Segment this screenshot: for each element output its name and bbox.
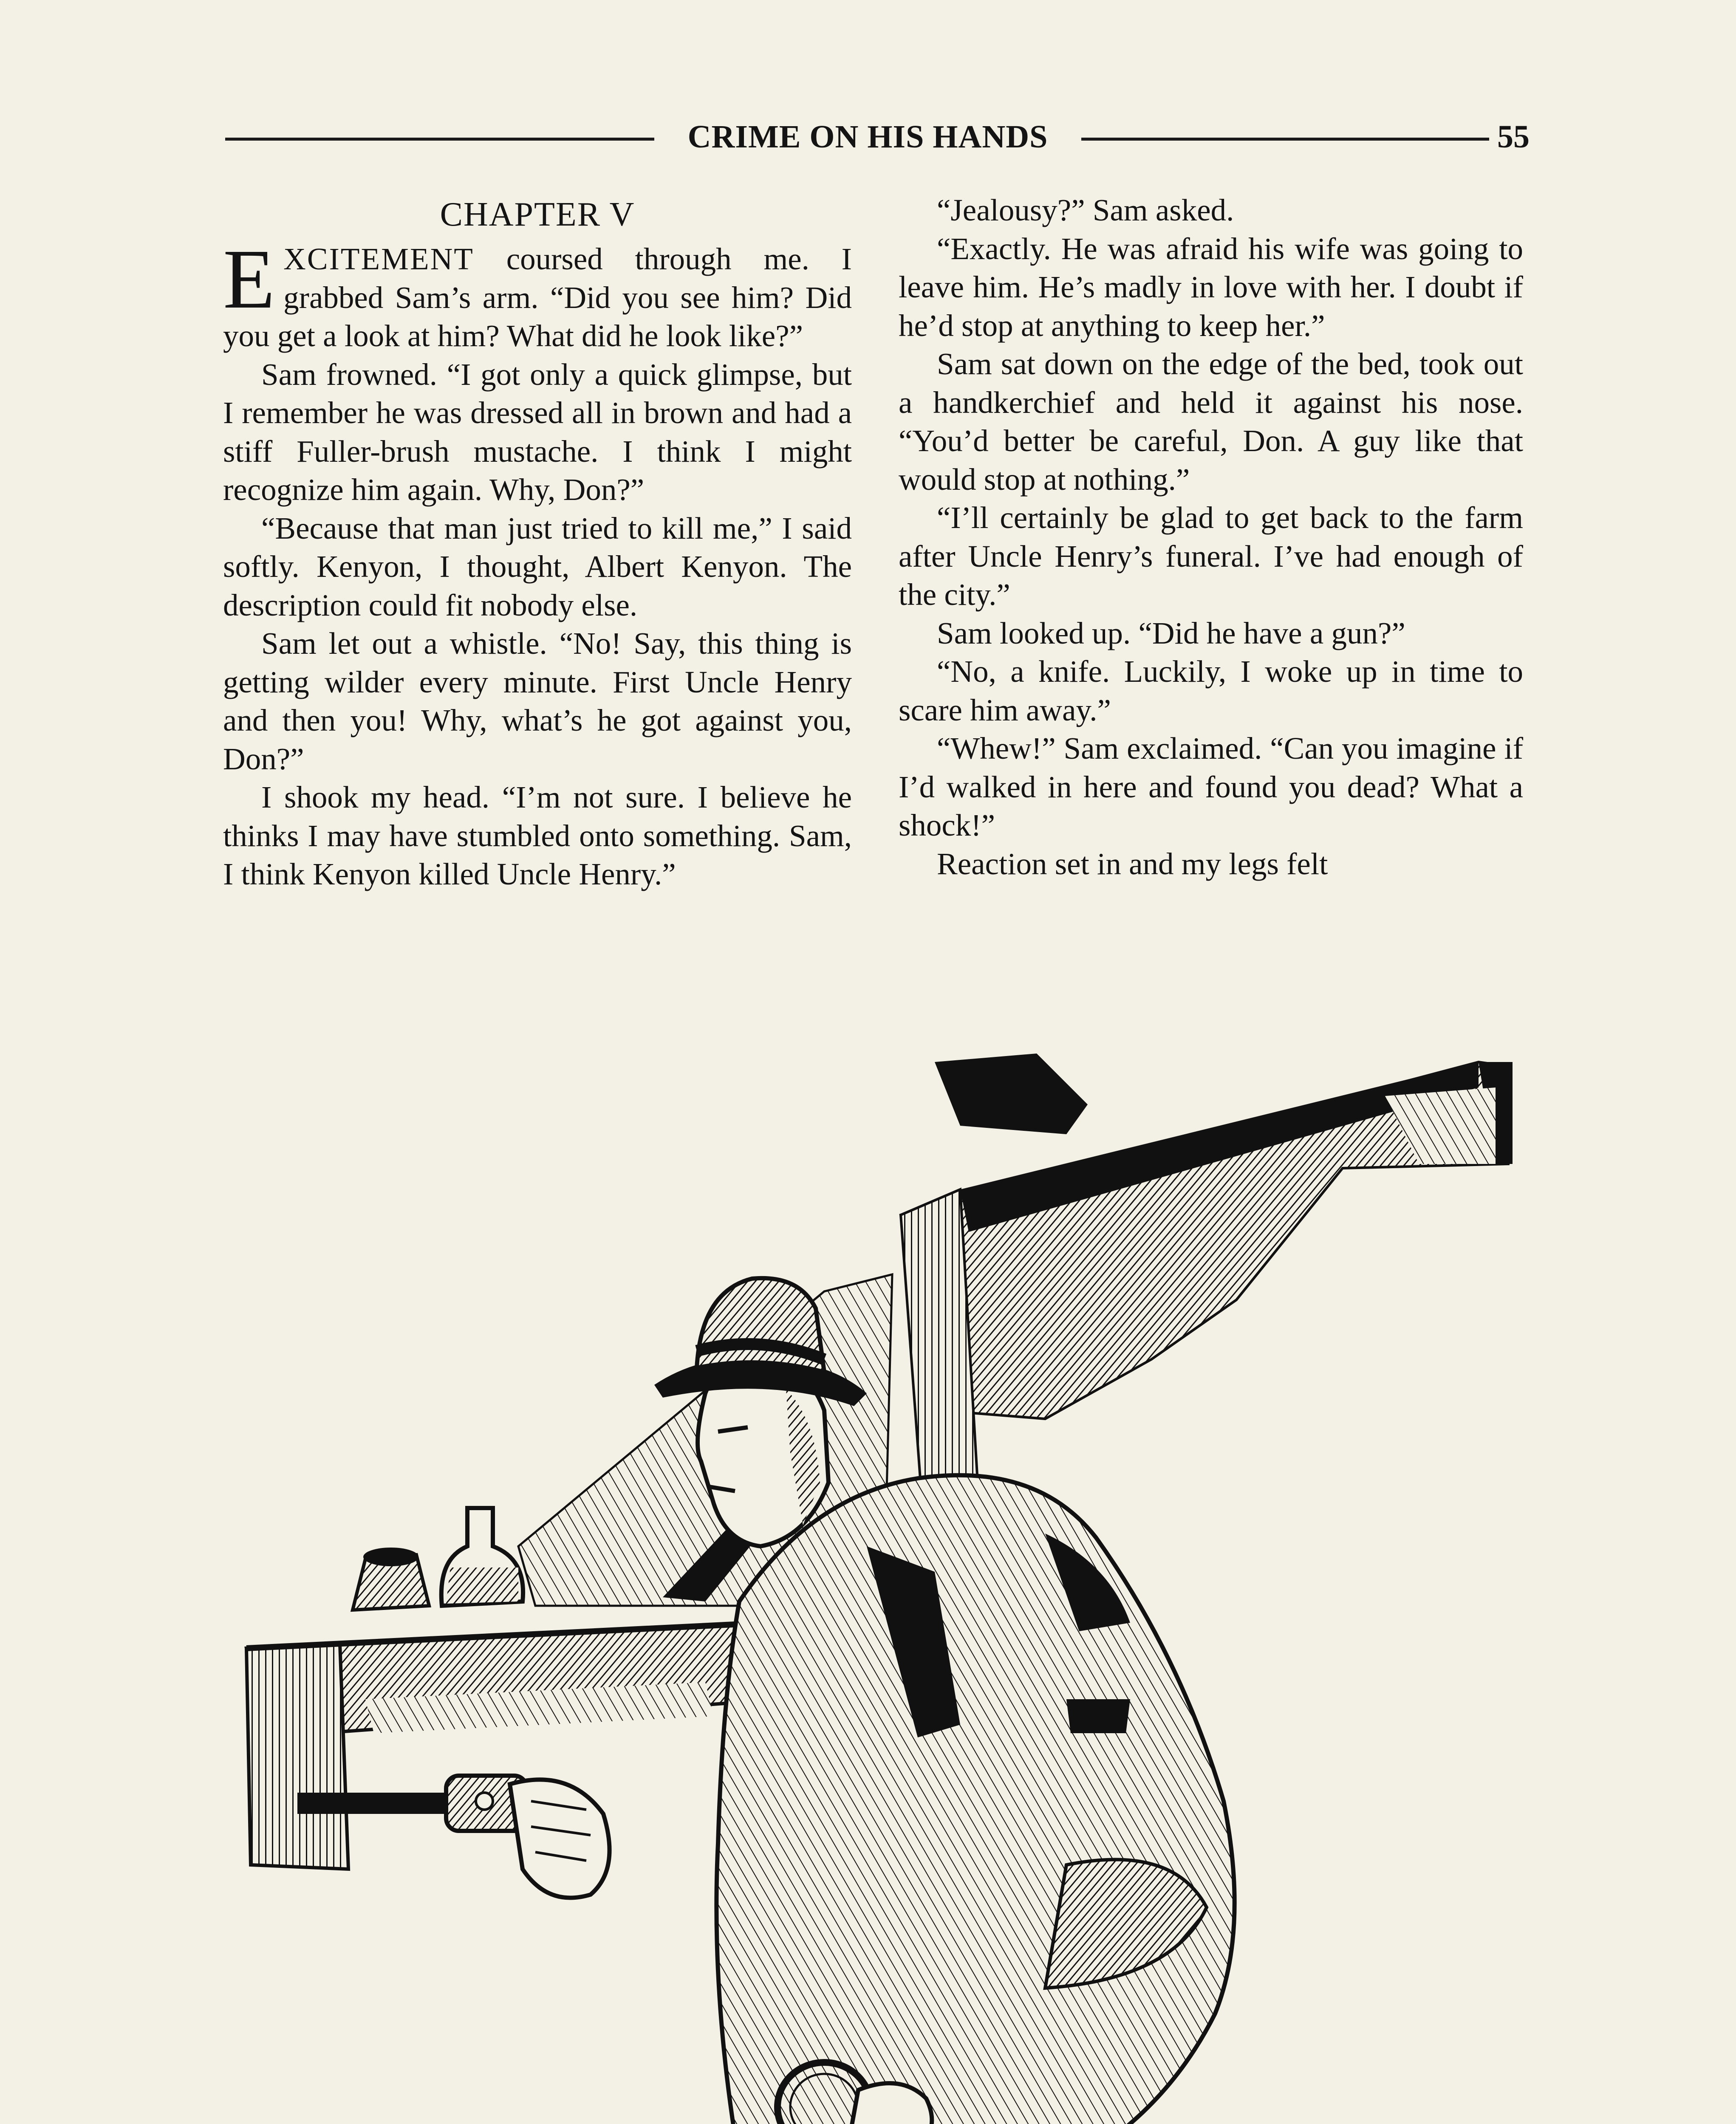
paragraph: “Exactly. He was afraid his wife was going to leave him. He’s madly in love with her. I doubt if he’d stop at anything to keep her.” [899,231,1523,343]
paragraph: Reaction set in and my legs felt [937,846,1328,881]
detective-figure [716,1475,1234,2124]
left-column [223,191,852,894]
paragraph [223,232,852,356]
paragraph-text: coursed through me. I grabbed Sam’s arm. “Did you see him? Did you get a look at him? What did he look like?” [223,242,852,353]
jar-icon [353,1548,429,1610]
gun-hand [510,1779,610,1898]
paragraph: Sam sat down on the edge of the bed, took out a handkerchief and held it against his nose. “You’d better be careful, Don. A guy like that would stop at nothing.” [899,347,1523,497]
paragraph: “No, a knife. Luckily, I woke up in time to scare him away.” [899,654,1523,727]
header-rule-right [1081,138,1489,141]
lead-caps: XCITEMENT [283,242,474,276]
paragraph: Sam frowned. “I got only a quick glimpse, but I remember he was dressed all in brown and had a stiff Fuller-brush mustache. I think I might recognize him again. Why, Don?” [223,357,852,507]
paragraph: Sam let out a whistle. “No! Say, this thing is getting wilder every minute. First Uncle Henry and then you! Why, what’s he got against you, Don?” [223,626,852,776]
header-title: CRIME ON HIS HANDS [687,119,1048,155]
bottle-icon [441,1508,523,1606]
running-header [225,111,1530,162]
paragraph: Sam looked up. “Did he have a gun?” [937,616,1405,650]
illustration [238,1037,1521,2124]
drop-cap: E [223,232,275,326]
paragraph: I shook my head. “I’m not sure. I believe he thinks I may have stumbled onto something. Sam, I think Kenyon killed Uncle Henry.” [223,780,852,891]
paragraph: “Whew!” Sam exclaimed. “Can you imagine if I’d walked in here and found you dead? What a shock!” [899,731,1523,842]
paragraph: “Because that man just tried to kill me,” I said softly. Kenyon, I thought, Albert Kenyon. The description could fit nobody else. [223,511,852,622]
chapter-title: CHAPTER V [440,196,635,233]
paragraph: “Jealousy?” Sam asked. [937,193,1234,227]
header-rule-left [225,138,654,141]
paragraph: “I’ll certainly be glad to get back to the farm after Uncle Henry’s funeral. I’ve had enough of the city.” [899,500,1523,612]
right-column [899,191,1523,883]
page-number: 55 [1497,119,1530,155]
